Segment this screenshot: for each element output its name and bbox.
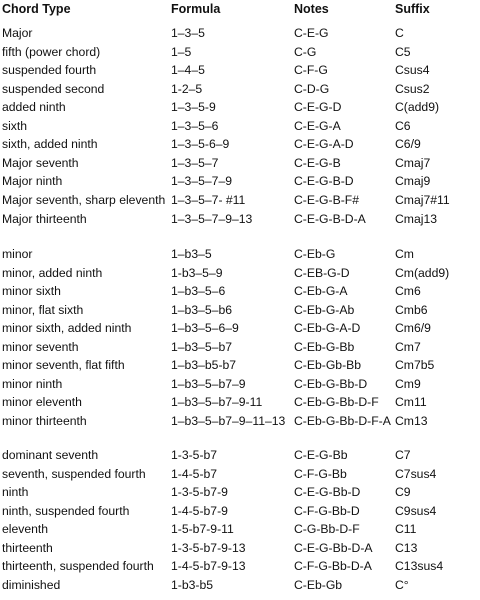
table-row — [0, 319, 480, 338]
suffix-cell: Cm — [395, 247, 414, 261]
notes-cell: C-Eb-G-Bb — [294, 339, 355, 354]
formula-cell: 1–3–5–7- #11 — [171, 192, 246, 207]
table-row — [0, 264, 480, 283]
suffix-cell: Cm9 — [395, 376, 421, 391]
chord-type-cell: suspended second — [2, 81, 105, 96]
suffix-cell: C13sus4 — [395, 559, 444, 574]
formula-cell: 1–b3–b5-b7 — [171, 358, 237, 373]
chord-type-cell: eleventh — [2, 522, 49, 537]
chord-type-cell: fifth (power chord) — [2, 44, 101, 59]
chord-type-cell: sixth — [2, 118, 28, 133]
notes-cell: C-E-G-A — [294, 118, 341, 133]
header-chord-type: Chord Type — [2, 2, 71, 16]
table-row — [0, 43, 480, 62]
table-row — [0, 393, 480, 412]
formula-cell: 1–b3–5–6 — [171, 284, 226, 299]
table-row — [0, 61, 480, 80]
chord-type-cell: seventh, suspended fourth — [2, 466, 146, 481]
table-row — [0, 557, 480, 576]
notes-cell: C-E-G-B-D — [294, 174, 354, 189]
chord-type-cell: minor sixth, added ninth — [2, 321, 132, 336]
notes-cell: C-Eb-G-Ab — [294, 302, 355, 317]
table-row — [0, 80, 480, 99]
notes-cell: C-Eb-G-A-D — [294, 321, 361, 336]
formula-cell: 1–b3–5–b7–9-11 — [171, 395, 263, 410]
chord-type-cell: dominant seventh — [2, 448, 99, 462]
table-row — [0, 576, 480, 595]
suffix-cell: C5 — [395, 44, 411, 59]
chord-type-cell: Major seventh — [2, 155, 79, 170]
table-row — [0, 282, 480, 301]
notes-cell: C-E-G-D — [294, 100, 342, 115]
formula-cell: 1–3–5–6 — [171, 118, 219, 133]
chord-type-cell: Major seventh, sharp eleventh — [2, 192, 166, 207]
table-row — [0, 465, 480, 484]
chord-type-cell: thirteenth — [2, 540, 53, 555]
table-row — [0, 210, 480, 229]
table-row — [0, 338, 480, 357]
table-row — [0, 172, 480, 191]
chord-type-cell: minor, added ninth — [2, 265, 103, 280]
suffix-cell: Cmaj13 — [395, 211, 437, 226]
formula-cell: 1-5-b7-9-11 — [171, 522, 234, 537]
chord-type-cell: diminished — [2, 577, 61, 592]
notes-cell: C-Eb-G-Bb-D-F — [294, 395, 379, 410]
notes-cell: C-F-G-Bb-D — [294, 503, 360, 518]
table-row — [0, 483, 480, 502]
notes-cell: C-Eb-Gb — [294, 577, 343, 592]
chord-type-cell: minor eleventh — [2, 395, 82, 410]
chord-type-cell: Major thirteenth — [2, 211, 87, 226]
notes-cell: C-E-G-B-F# — [294, 192, 359, 207]
chord-type-cell: minor sixth — [2, 284, 61, 299]
notes-cell: C-E-G-A-D — [294, 137, 354, 152]
table-row — [0, 154, 480, 173]
chord-type-cell: Major ninth — [2, 174, 63, 189]
suffix-cell: C9 — [395, 485, 411, 500]
notes-cell: C-E-G — [294, 26, 329, 40]
formula-cell: 1-4-5-b7-9-13 — [171, 559, 246, 574]
notes-cell: C-E-G-Bb-D — [294, 485, 361, 500]
suffix-cell: C11 — [395, 522, 417, 537]
formula-cell: 1–b3–5–b7–9–11–13 — [171, 413, 286, 428]
suffix-cell: Cm7b5 — [395, 358, 435, 373]
suffix-cell: C — [395, 26, 404, 40]
suffix-cell: Cmb6 — [395, 302, 428, 317]
chord-type-cell: ninth, suspended fourth — [2, 503, 130, 518]
suffix-cell: C9sus4 — [395, 503, 437, 518]
chord-type-cell: sixth, added ninth — [2, 137, 98, 152]
table-row — [0, 412, 480, 431]
suffix-cell: C(add9) — [395, 100, 440, 115]
formula-cell: 1–3–5–7 — [171, 155, 219, 170]
table-row — [0, 502, 480, 521]
formula-cell: 1-4-5-b7 — [171, 466, 218, 481]
chord-type-cell: suspended fourth — [2, 63, 97, 78]
table-row — [0, 356, 480, 375]
formula-cell: 1-2–5 — [171, 81, 203, 96]
suffix-cell: Cm7 — [395, 339, 421, 354]
formula-cell: 1-3-5-b7-9 — [171, 485, 228, 500]
suffix-cell: Cm6/9 — [395, 321, 431, 336]
formula-cell: 1–b3–5–6–9 — [171, 321, 239, 336]
notes-cell: C-Eb-G-Bb-D-F-A — [294, 413, 391, 428]
suffix-cell: Cm(add9) — [395, 265, 450, 280]
notes-cell: C-E-G-Bb — [294, 448, 348, 462]
formula-cell: 1–3–5–7–9–13 — [171, 211, 253, 226]
table-row — [0, 245, 480, 264]
notes-cell: C-EB-G-D — [294, 265, 350, 280]
suffix-cell: Cmaj7#11 — [395, 192, 450, 207]
notes-cell: C-E-G-B — [294, 155, 341, 170]
notes-cell: C-Eb-Gb-Bb — [294, 358, 362, 373]
suffix-cell: Cm13 — [395, 413, 428, 428]
table-header — [0, 2, 480, 18]
formula-cell: 1–3–5–7–9 — [171, 174, 233, 189]
notes-cell: C-Eb-G-Bb-D — [294, 376, 368, 391]
table-row — [0, 98, 480, 117]
suffix-cell: C13 — [395, 540, 418, 555]
chord-type-cell: minor ninth — [2, 376, 63, 391]
notes-cell: C-E-G-Bb-D-A — [294, 540, 373, 555]
notes-cell: C-F-G-Bb-D-A — [294, 559, 372, 574]
chord-type-cell: ninth — [2, 485, 29, 500]
formula-cell: 1–b3–5–b7–9 — [171, 376, 246, 391]
suffix-cell: Cmaj9 — [395, 174, 431, 189]
chord-type-cell: minor thirteenth — [2, 413, 87, 428]
chord-type-cell: minor, flat sixth — [2, 302, 84, 317]
chord-type-cell: minor — [2, 247, 33, 261]
suffix-cell: C° — [395, 577, 409, 592]
notes-cell: C-F-G-Bb — [294, 466, 347, 481]
suffix-cell: Csus2 — [395, 81, 430, 96]
suffix-cell: C6 — [395, 118, 411, 133]
chord-type-cell: minor seventh — [2, 339, 79, 354]
table-row — [0, 117, 480, 136]
formula-cell: 1–4–5 — [171, 63, 205, 78]
suffix-cell: Cmaj7 — [395, 155, 431, 170]
chord-type-cell: Major — [2, 26, 33, 40]
notes-cell: C-E-G-B-D-A — [294, 211, 366, 226]
table-row — [0, 375, 480, 394]
formula-cell: 1–b3–5 — [171, 247, 212, 261]
formula-cell: 1–3–5-6–9 — [171, 137, 230, 152]
formula-cell: 1–3–5 — [171, 26, 205, 40]
notes-cell: C-Eb-G-A — [294, 284, 348, 299]
formula-cell: 1–5 — [171, 44, 192, 59]
suffix-cell: Cm11 — [395, 395, 427, 410]
suffix-cell: Cm6 — [395, 284, 421, 299]
suffix-cell: C7sus4 — [395, 466, 437, 481]
table-row — [0, 24, 480, 43]
suffix-cell: Csus4 — [395, 63, 430, 78]
notes-cell: C-D-G — [294, 81, 330, 96]
header-notes: Notes — [294, 2, 329, 16]
suffix-cell: C6/9 — [395, 137, 421, 152]
formula-cell: 1-3-5-b7-9-13 — [171, 540, 246, 555]
notes-cell: C-G — [294, 44, 317, 59]
suffix-cell: C7 — [395, 448, 411, 462]
header-formula: Formula — [171, 2, 221, 16]
notes-cell: C-Eb-G — [294, 247, 336, 261]
formula-cell: 1–3–5-9 — [171, 100, 216, 115]
table-row — [0, 191, 480, 210]
formula-cell: 1–b3–5–b7 — [171, 339, 233, 354]
notes-cell: C-G-Bb-D-F — [294, 522, 360, 537]
table-row — [0, 520, 480, 539]
formula-cell: 1–b3–5–b6 — [171, 302, 233, 317]
table-row — [0, 446, 480, 465]
chord-type-cell: minor seventh, flat fifth — [2, 358, 125, 373]
table-row — [0, 301, 480, 320]
table-row — [0, 135, 480, 154]
notes-cell: C-F-G — [294, 63, 328, 78]
formula-cell: 1-b3-b5 — [171, 577, 214, 592]
header-suffix: Suffix — [395, 2, 430, 16]
chord-type-cell: added ninth — [2, 100, 66, 115]
formula-cell: 1-4-5-b7-9 — [171, 503, 228, 518]
table-row — [0, 539, 480, 558]
formula-cell: 1-3-5-b7 — [171, 448, 218, 462]
formula-cell: 1-b3–5–9 — [171, 265, 223, 280]
chord-type-cell: thirteenth, suspended fourth — [2, 559, 154, 574]
